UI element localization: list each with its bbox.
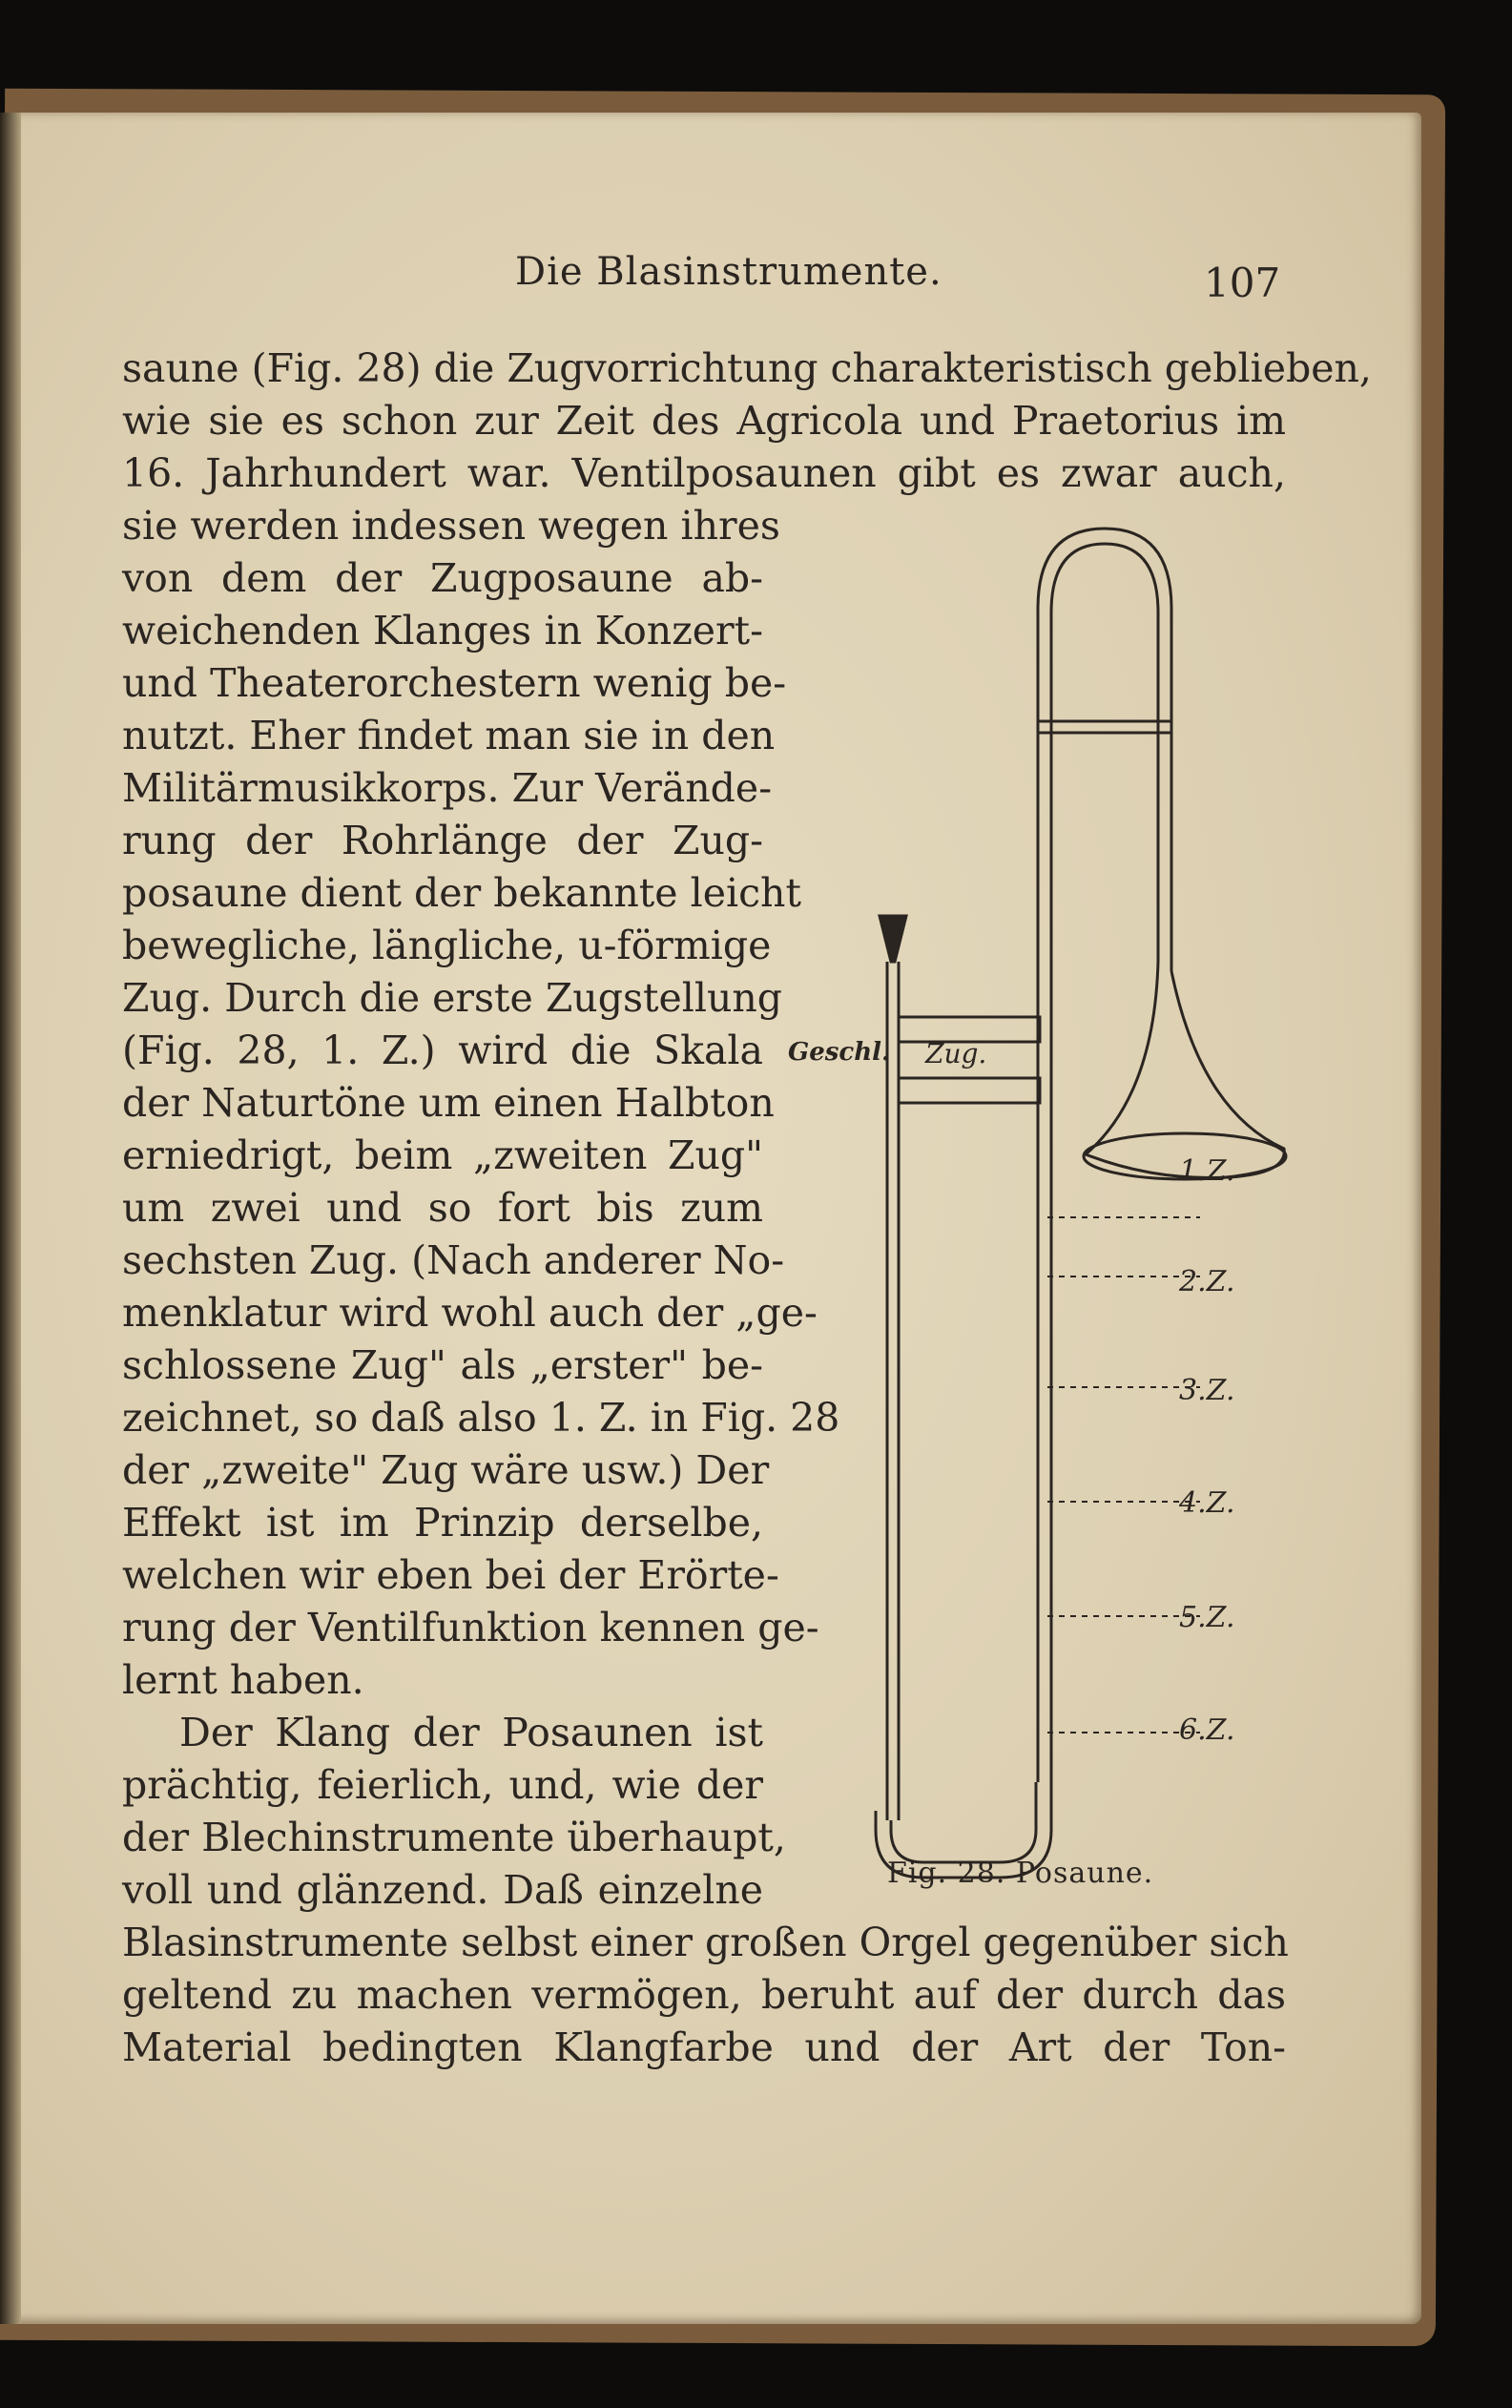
text-line: um zwei und so fort bis zum [122, 1185, 763, 1231]
text-line: der Blechinstrumente überhaupt, [122, 1815, 786, 1860]
text-line: von dem der Zugposaune ab- [122, 555, 763, 601]
text-line: voll und glänzend. Daß einzelne [122, 1867, 763, 1913]
text-line: und Theaterorchestern wenig be- [122, 660, 787, 706]
text-line: Effekt ist im Prinzip derselbe, [122, 1500, 763, 1546]
text-line: Militärmusikkorps. Zur Verände- [122, 765, 773, 811]
figure-label-slide: Zug. [925, 1038, 987, 1069]
text-line: Der Klang der Posaunen ist [179, 1710, 763, 1755]
text-line: Blasinstrumente selbst einer großen Orgel gegenüber sich [122, 1920, 1289, 1965]
text-line: erniedrigt, beim „zweiten Zug" [122, 1132, 763, 1178]
text-line: rung der Ventilfunktion kennen ge- [122, 1605, 819, 1650]
text-line: prächtig, feierlich, und, wie der [122, 1762, 763, 1808]
text-line: welchen wir eben bei der Erörte- [122, 1552, 779, 1598]
text-line: der „zweite" Zug wäre usw.) Der [122, 1447, 770, 1493]
text-line: zeichnet, so daß also 1. Z. in Fig. 28 [122, 1395, 840, 1441]
text-line: sechsten Zug. (Nach anderer No- [122, 1237, 785, 1283]
slide-position-label: 1.Z. [1179, 1154, 1235, 1188]
text-line: Zug. Durch die erste Zugstellung [122, 975, 783, 1021]
slide-position-label: 3.Z. [1179, 1374, 1235, 1407]
page-number: 107 [1204, 259, 1281, 306]
text-line: wie sie es schon zur Zeit des Agricola und Praetorius im [122, 398, 1286, 444]
text-line: posaune dient der bekannte leicht [122, 870, 801, 916]
text-line: der Naturtöne um einen Halbton [122, 1080, 775, 1126]
text-line: schlossene Zug" als „erster" be- [122, 1342, 763, 1388]
text-line: Material bedingten Klangfarbe und der Art der Ton- [122, 2024, 1286, 2070]
figure-label-closed: Geschl. [788, 1038, 891, 1067]
slide-position-label: 4.Z. [1179, 1486, 1235, 1520]
running-head: Die Blasinstrumente. [515, 250, 942, 294]
slide-position-label: 2.Z. [1179, 1265, 1235, 1298]
text-line: rung der Rohrlänge der Zug- [122, 818, 763, 863]
trombone-illustration [780, 523, 1295, 1897]
text-line: sie werden indessen wegen ihres [122, 503, 780, 549]
text-line: menklatur wird wohl auch der „ge- [122, 1290, 818, 1336]
text-line: weichenden Klanges in Konzert- [122, 608, 763, 654]
text-line: 16. Jahrhundert war. Ventilposaunen gibt es zwar auch, [122, 450, 1286, 496]
text-line: (Fig. 28, 1. Z.) wird die Skala [122, 1028, 763, 1073]
text-line: bewegliche, längliche, u-förmige [122, 923, 772, 968]
text-line: geltend zu machen vermögen, beruht auf der durch das [122, 1972, 1286, 2018]
page-gutter [0, 113, 21, 2324]
slide-position-label: 5.Z. [1179, 1601, 1235, 1634]
text-line: nutzt. Eher findet man sie in den [122, 713, 776, 758]
text-line: lernt haben. [122, 1657, 364, 1703]
text-line: saune (Fig. 28) die Zugvorrichtung charakteristisch geblieben, [122, 345, 1372, 391]
figure-caption: Fig. 28. Posaune. [887, 1857, 1154, 1890]
slide-position-label: 6.Z. [1179, 1713, 1235, 1747]
